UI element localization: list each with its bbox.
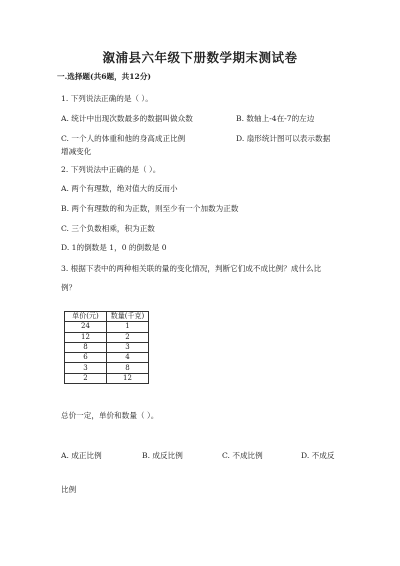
table-row [65, 322, 149, 332]
q3-stem-line2: 例？ [61, 283, 77, 292]
q3-option-a: A. 成正比例 [61, 451, 102, 460]
q1-option-d: D. 扇形统计图可以表示数据 [236, 134, 331, 143]
cell-unit-price: 3 [65, 363, 107, 373]
cell-quantity: 1 [107, 322, 149, 332]
q3-question: 总价一定，单价和数量（ ）。 [61, 411, 159, 420]
page-title: 溆浦县六年级下册数学期末测试卷 [102, 50, 298, 65]
section-heading: 一.选择题(共6题，共12分) [57, 72, 152, 81]
header-quantity: 数量(千克) [107, 312, 149, 322]
cell-quantity: 12 [107, 373, 149, 383]
q1-option-b: B. 数轴上-4在-7的左边 [236, 114, 315, 123]
q1-option-c: C. 一个人的体重和他的身高成正比例 [61, 134, 186, 143]
q3-option-c: C. 不成比例 [222, 451, 263, 460]
q3-option-d-continued: 比例 [61, 485, 77, 494]
cell-unit-price: 2 [65, 373, 107, 383]
q1-option-a: A. 统计中出现次数最多的数据叫做众数 [61, 114, 193, 123]
q3-option-b: B. 成反比例 [142, 451, 183, 460]
q2-option-c: C. 三个负数相乘，积为正数 [61, 224, 155, 233]
table-row [65, 363, 149, 373]
cell-unit-price: 8 [65, 342, 107, 352]
q2-option-b: B. 两个有理数的和为正数，则至少有一个加数为正数 [61, 204, 239, 213]
table-row [65, 332, 149, 342]
table-header-row [65, 312, 149, 322]
header-unit-price: 单价(元) [65, 312, 107, 322]
q2-option-d: D. 1的倒数是 1，0 的倒数是 0 [61, 243, 167, 252]
cell-quantity: 3 [107, 342, 149, 352]
q1-stem: 1. 下列说法正确的是（ ）。 [61, 94, 153, 103]
table-row [65, 342, 149, 352]
q2-option-a: A. 两个有理数，绝对值大的反而小 [61, 184, 178, 193]
cell-unit-price: 24 [65, 322, 107, 332]
cell-quantity: 2 [107, 332, 149, 342]
price-quantity-table [64, 311, 149, 384]
table-row [65, 353, 149, 363]
table-row [65, 373, 149, 383]
q3-option-d: D. 不成反 [301, 451, 335, 460]
cell-unit-price: 12 [65, 332, 107, 342]
q1-option-d-continued: 增减变化 [61, 147, 92, 156]
q2-stem: 2. 下列说法中正确的是（ ）。 [61, 165, 161, 174]
cell-quantity: 8 [107, 363, 149, 373]
cell-quantity: 4 [107, 353, 149, 363]
q3-stem-line1: 3. 根据下表中的两种相关联的量的变化情况，判断它们成不成比例？成什么比 [61, 264, 322, 273]
cell-unit-price: 6 [65, 353, 107, 363]
